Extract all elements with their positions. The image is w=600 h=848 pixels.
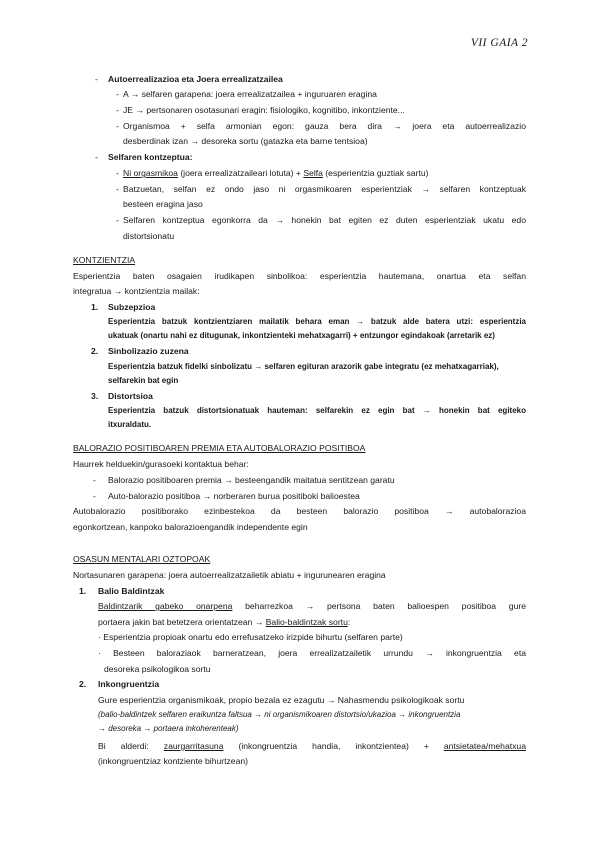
bullet-dash: - <box>93 475 96 485</box>
bullet-autoerrealizazioa: Autoerrealizazioa eta Joera errealizatzailea <box>108 74 283 84</box>
list-item-text: Esperientzia batzuk kontzientziaren mailatik behara eman → batzuk alde batera utzi: esperientzia <box>108 317 526 326</box>
list-item-title: Distortsioa <box>108 391 153 401</box>
bullet-dash: - <box>95 152 98 162</box>
bullet-text: Auto-balorazio positiboa → norberaren burua positiboki balioestea <box>108 491 360 501</box>
section-heading: OSASUN MENTALARI OZTOPOAK <box>73 554 211 564</box>
paragraph: integratua → kontzientzia mailak: <box>73 286 200 296</box>
list-item-text: Esperientzia batzuk fidelki sinbolizatu → selfaren egituran arazorik gabe integratu (ez mehatxagarriak), <box>108 362 499 371</box>
sub-bullet-text: JE → pertsonaren osotasunari eragin: fisiologiko, kognitibo, inkontziente... <box>123 105 405 115</box>
list-item-title: Inkongruentzia <box>98 679 160 689</box>
paragraph: Nortasunaren garapena: joera autoerrealizatzailetik abiatu + ingurunearen eragina <box>73 570 386 580</box>
sub-bullet-text: distortsionatu <box>123 231 175 241</box>
paragraph: Esperientzia baten osagaien irudikapen sinbolikoa: esperientzia hautemana, onartua eta selfan <box>73 271 526 281</box>
list-item-text: · Esperientzia propioak onartu edo errefusatzeko irizpide bihurtu (selfaren parte) <box>98 632 403 642</box>
list-item-text: itxuraldatu. <box>108 420 152 429</box>
sub-bullet: - <box>116 105 119 115</box>
list-item-note: → desoreka → portaera inkoherenteak) <box>98 724 239 733</box>
list-number: 1. <box>79 586 87 596</box>
section-heading: BALORAZIO POSITIBOAREN PREMIA ETA AUTOBALORAZIO POSITIBOA <box>73 443 366 453</box>
sub-bullet: - <box>116 184 119 194</box>
list-item-title: Balio Baldintzak <box>98 586 165 596</box>
page-header: VII GAIA 2 <box>470 37 528 49</box>
sub-bullet-text: Ni orgasmikoa (joera errealizatzaileari lotuta) + Selfa (esperientzia guztiak sartu) <box>123 168 429 178</box>
list-item-text: · Besteen baloraziaok barneratzean, joera errealizatzailetik urrundu → inkongruentzia eta <box>98 648 526 658</box>
sub-bullet-text: desberdinak izan → desoreka sortu (gatazka eta barne tentsioa) <box>123 136 368 146</box>
list-item-text: ukatuak (onartu nahi ez ditugunak, inkontzienteki mehatxagarri) + entzungor egindakoak (arretarik ez) <box>108 331 495 340</box>
list-item-text: Baldintzarik gabeko onarpena beharrezkoa → pertsona baten balioespen positiboa gure <box>98 601 527 611</box>
list-item-title: Subzepzioa <box>108 302 156 312</box>
sub-bullet: - <box>116 89 119 99</box>
bullet-text: Balorazio positiboaren premia → besteengandik maitatua sentitzean garatu <box>108 475 395 485</box>
sub-bullet-text: besteen eragina jaso <box>123 199 203 209</box>
list-item-text: portaera jakin bat betetzera orientatzean → Balio-baldintzak sortu: <box>98 617 351 627</box>
list-number: 1. <box>91 302 99 312</box>
list-item-note: (balio-baldintzek selfaren eraikuntza faltsua → ni organismikoaren distortsio/ukazioa → inkongruentzia <box>98 710 461 719</box>
list-item-text: Gure esperientzia organismikoak, propio bezala ez ezagutu → Nahasmendu psikologikoak sortu <box>98 695 465 705</box>
sub-bullet-text: A → selfaren garapena: joera errealizatzailea + inguruaren eragina <box>123 89 377 99</box>
paragraph: egonkortzean, kanpoko balorazioengandik independente egin <box>73 522 308 532</box>
bullet-selfaren-kontzeptua: Selfaren kontzeptua: <box>108 152 193 162</box>
sub-bullet: - <box>116 168 119 178</box>
sub-bullet-text: Batzuetan, selfan ez ondo jaso ni orgasmikoaren esperientziak → selfaren kontzeptuak <box>123 184 526 194</box>
paragraph: Autobalorazio positiborako ezinbestekoa da besteen balorazio positiboa → autobalorazioa <box>73 506 526 516</box>
list-number: 2. <box>79 679 87 689</box>
section-heading: KONTZIENTZIA <box>73 255 136 265</box>
list-number: 3. <box>91 391 99 401</box>
list-item-text: Bi alderdi: zaurgarritasuna (inkongruentzia handia, inkontzientea) + antsietatea/mehatxua <box>98 741 526 751</box>
sub-bullet: - <box>116 121 119 131</box>
list-item-title: Sinbolizazio zuzena <box>108 346 189 356</box>
sub-bullet-text: Organismoa + selfa armonian egon: gauza bera dira → joera eta autoerrealizazio <box>123 121 526 131</box>
list-item-text: desoreka psikologikoa sortu <box>104 664 211 674</box>
list-item-text: (inkongruentziaz kontziente bihurtzean) <box>98 756 249 766</box>
bullet-dash: - <box>93 491 96 501</box>
sub-bullet-text: Selfaren kontzeptua egonkorra da → honekin bat egiten ez duten esperientziak ukatu edo <box>123 215 526 225</box>
sub-bullet: - <box>116 215 119 225</box>
list-item-text: selfarekin bat egin <box>108 376 179 385</box>
bullet-dash: - <box>95 74 98 84</box>
list-number: 2. <box>91 346 99 356</box>
list-item-text: Esperientzia batzuk distortsionatuak hauteman: selfarekin ez egin bat → honekin bat egiteko <box>108 406 526 415</box>
paragraph: Haurrek helduekin/gurasoeki kontaktua behar: <box>73 459 249 469</box>
